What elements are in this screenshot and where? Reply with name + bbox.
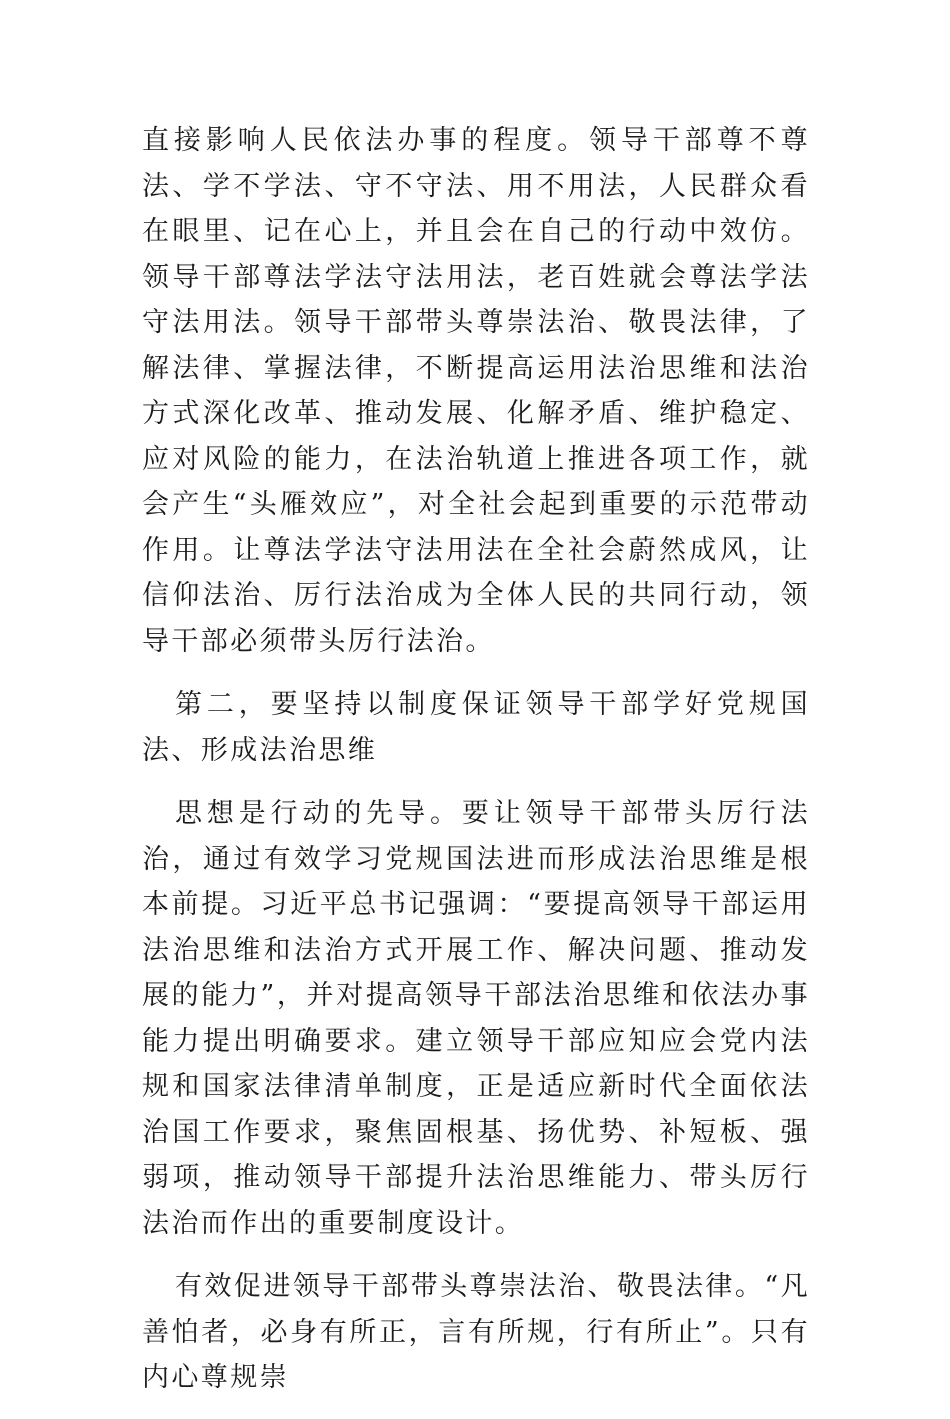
section-heading: 第二，要坚持以制度保证领导干部学好党规国法、形成法治思维 — [142, 689, 810, 766]
document-body — [142, 118, 810, 1419]
paragraph: 思想是行动的先导。要让领导干部带头厉行法治，通过有效学习党规国法进而形成法治思维是根本前提。习近平总书记强调：“要提高领导干部运用法治思维和法治方式开展工作、解决问题、推动发展的能力”，并对提高领导干部法治思维和依法办事能力提出明确要求。建立领导干部应知应会党内法规和国家法律清单制度，正是适应新时代全面依法治国工作要求，聚焦固根基、扬优势、补短板、强弱项，推动领导干部提升法治思维能力、带头厉行法治而作出的重要制度设计。 — [142, 798, 810, 1239]
paragraph-continuation: 直接影响人民依法办事的程度。领导干部尊不尊法、学不学法、守不守法、用不用法，人民群众看在眼里、记在心上，并且会在自己的行动中效仿。领导干部尊法学法守法用法，老百姓就会尊法学法守法用法。领导干部带头尊崇法治、敬畏法律，了解法律、掌握法律，不断提高运用法治思维和法治方式深化改革、推动发展、化解矛盾、维护稳定、应对风险的能力，在法治轨道上推进各项工作，就会产生“头雁效应”，对全社会起到重要的示范带动作用。让尊法学法守法用法在全社会蔚然成风，让信仰法治、厉行法治成为全体人民的共同行动，领导干部必须带头厉行法治。 — [142, 125, 810, 657]
paragraph: 有效促进领导干部带头尊崇法治、敬畏法律。“凡善怕者，必身有所正，言有所规，行有所止”。只有内心尊规崇 — [142, 1271, 810, 1393]
